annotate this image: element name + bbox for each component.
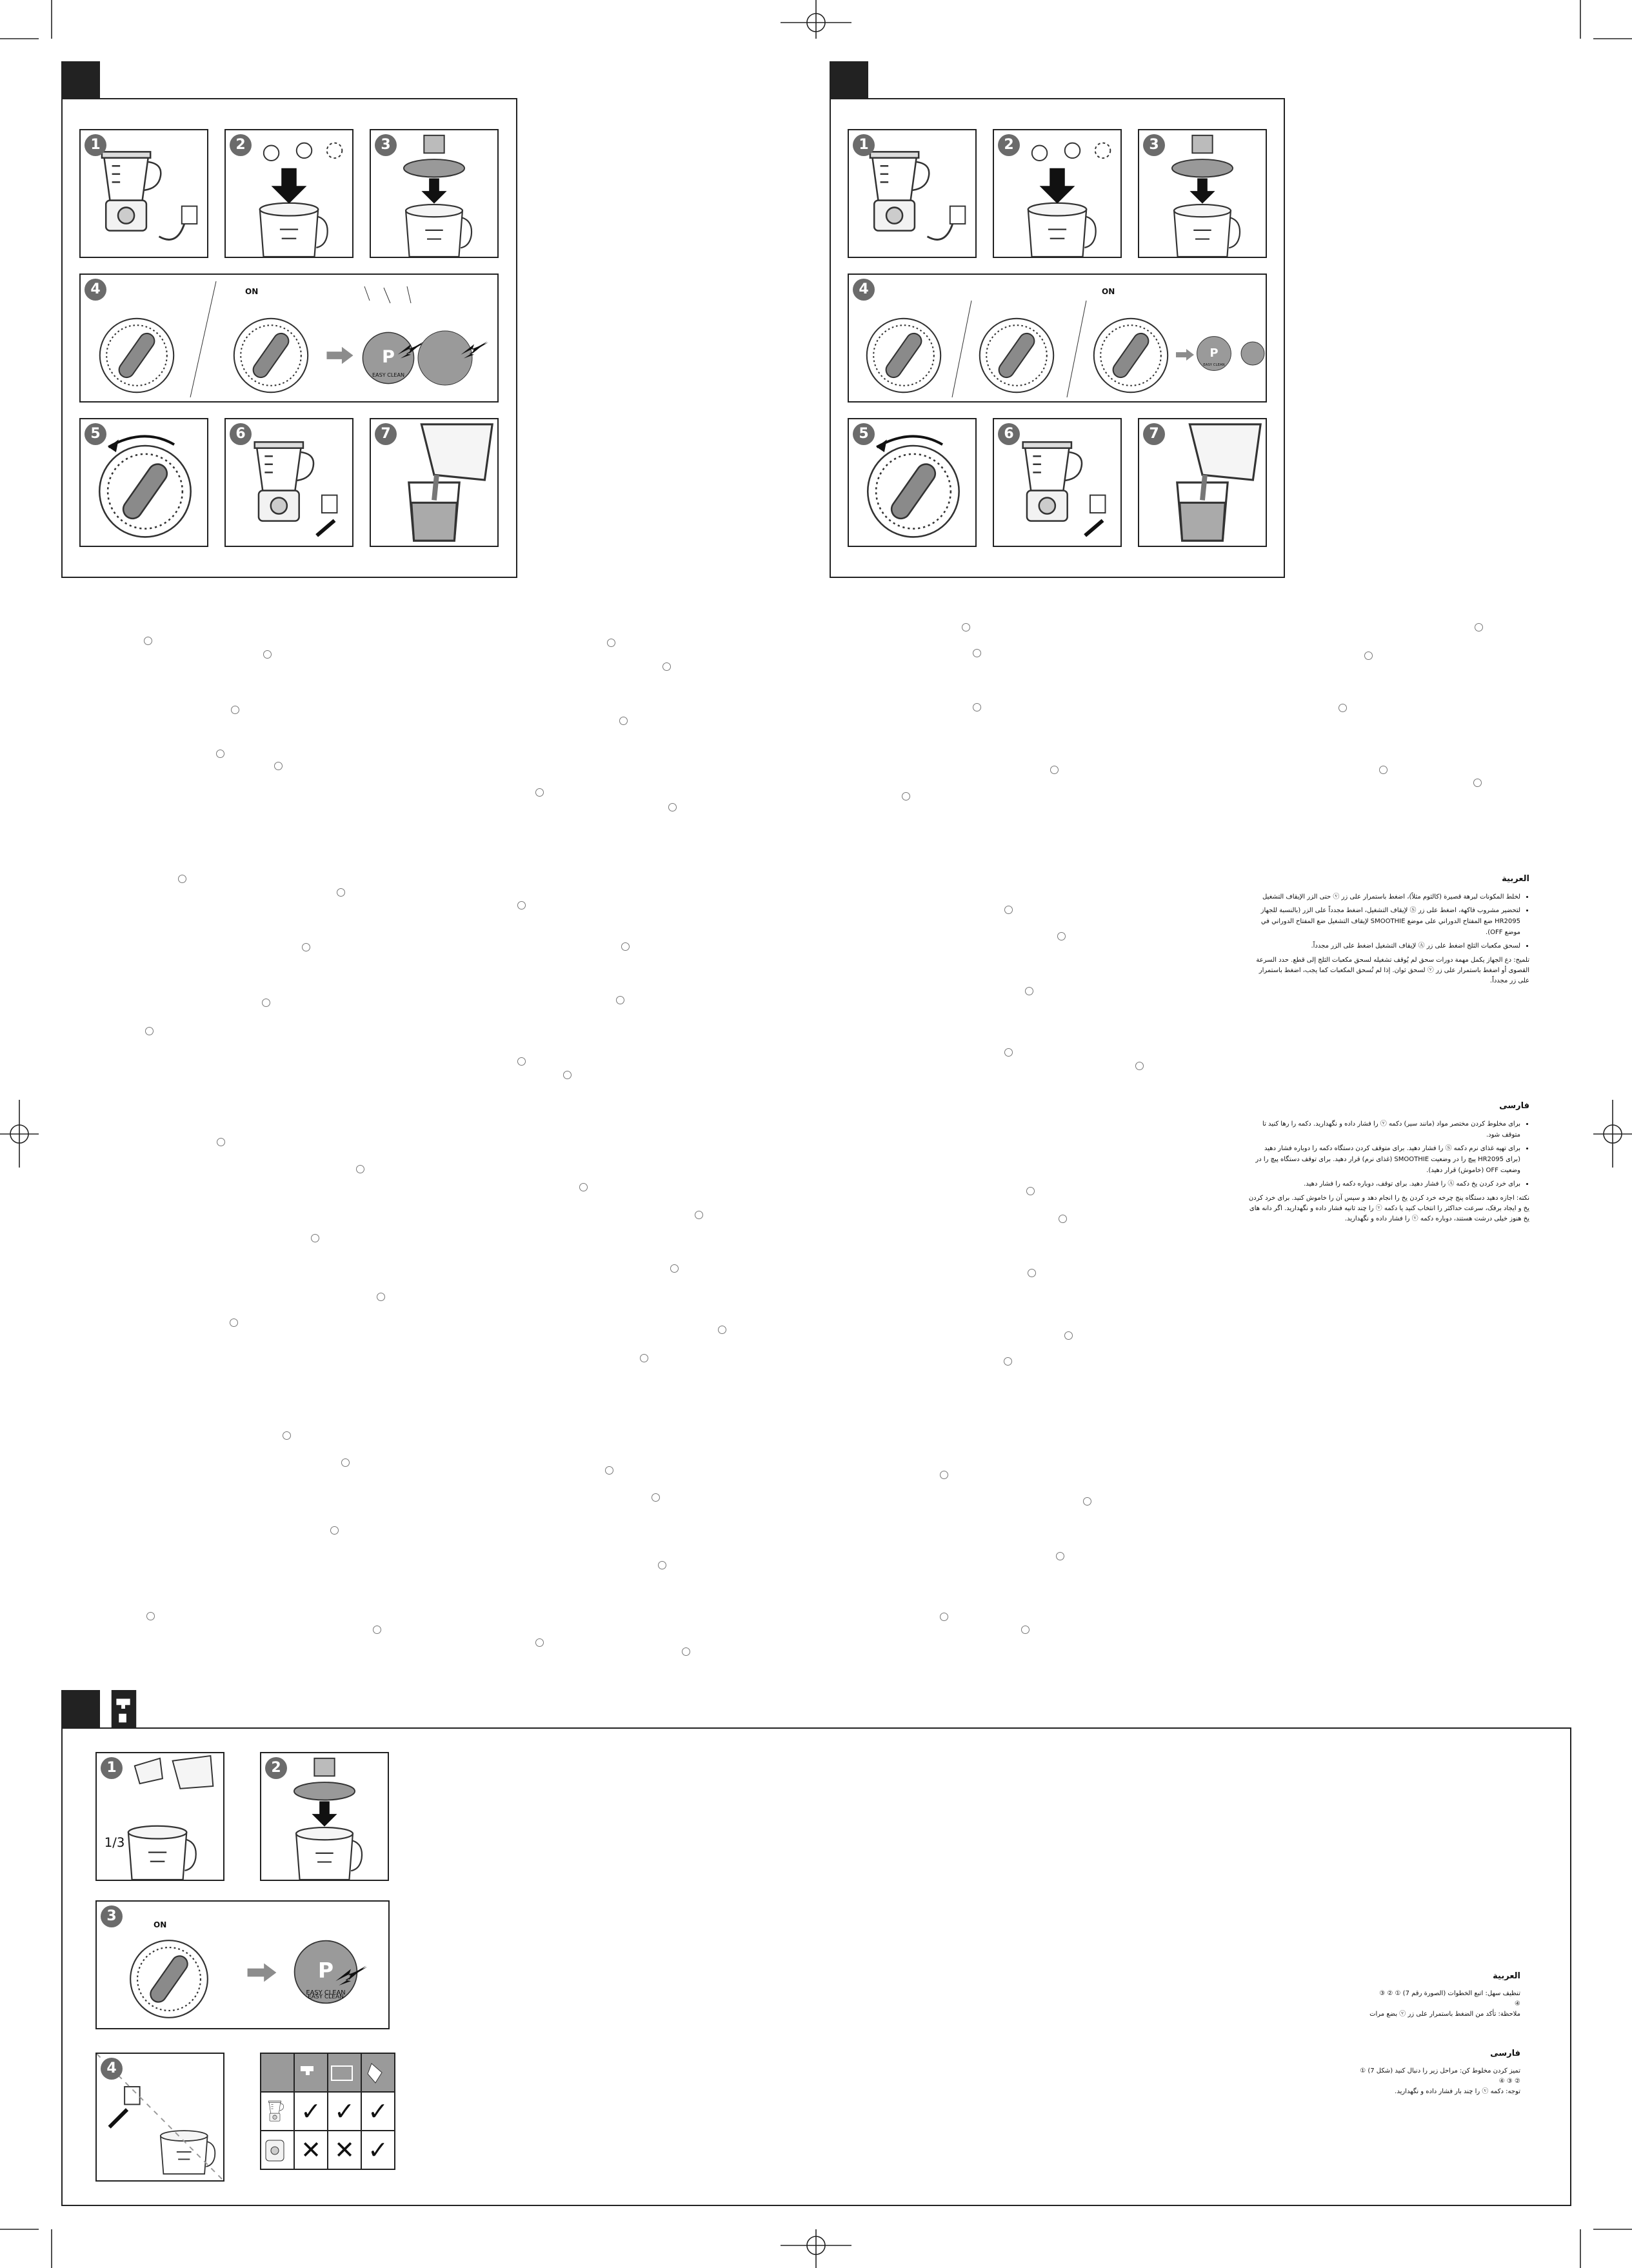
table-cell: ✓ xyxy=(328,2092,361,2131)
usage-tip: تلميح: دع الجهاز يكمل مهمة دورات سحق لم يُوقف تشغيله لسحق مكعبات الثلج إلى قطع. حدد السرعة القصوى أو اضغط باستمرار على زر ⓥ لسحق ثوان. إذا لم تُسحق المكعبات كما يجب، اضغط باستمرار على زر مجدداً. xyxy=(1256,957,1529,984)
button-symbol-icon xyxy=(973,703,981,711)
step-7-cell xyxy=(1138,418,1267,547)
cloth-column-icon xyxy=(361,2053,395,2092)
assembly-panel-left xyxy=(61,98,517,578)
button-symbol-icon xyxy=(616,996,624,1004)
tap-column-icon xyxy=(294,2053,328,2092)
button-symbol-icon xyxy=(1021,1626,1030,1634)
step-number: 2 xyxy=(998,134,1020,156)
button-symbol-icon xyxy=(231,706,239,714)
cleaning-step-2-cell xyxy=(260,1752,389,1881)
table-cell: ✓ xyxy=(361,2131,395,2169)
button-symbol-icon xyxy=(652,1493,660,1502)
button-symbol-icon xyxy=(1004,1048,1013,1057)
easy-clean-label: EASY CLEAN xyxy=(308,1994,344,2000)
button-symbol-icon xyxy=(1028,1269,1036,1277)
button-symbol-icon xyxy=(230,1318,238,1327)
button-symbol-icon xyxy=(535,1638,544,1647)
cleaning-step-1-cell xyxy=(95,1752,224,1881)
section-heading: فارسی xyxy=(1490,2049,1520,2058)
button-symbol-icon xyxy=(1475,623,1483,632)
button-symbol-icon xyxy=(940,1613,948,1621)
step-1-cell xyxy=(79,129,208,258)
button-symbol-icon xyxy=(146,1612,155,1620)
step-number: 5 xyxy=(85,423,106,445)
step-number: 3 xyxy=(1143,134,1165,156)
button-symbol-icon xyxy=(973,649,981,657)
cleaning-step-3-cell xyxy=(95,1900,390,2029)
step-6-cell xyxy=(224,418,353,547)
tap-icon xyxy=(104,1690,143,1727)
button-symbol-icon xyxy=(1050,766,1059,774)
button-symbol-icon xyxy=(1004,906,1013,914)
button-symbol-icon xyxy=(341,1458,350,1467)
button-symbol-icon xyxy=(302,943,310,951)
cleaning-compatibility-table xyxy=(260,2053,395,2170)
button-symbol-icon xyxy=(337,888,345,897)
persian-cleaning-section xyxy=(1249,2049,1520,2097)
step-number: 6 xyxy=(998,423,1020,445)
cleaning-line: ② ③ ④ xyxy=(1498,2078,1520,2085)
usage-bullet: • برای خرد کردن یخ دکمه Ⓐ را فشار دهید. برای توقف، دوباره دکمه را فشار دهید. xyxy=(1248,1179,1520,1189)
usage-bullet: • لسحق مكعبات الثلج اضغط على زر Ⓐ لإيقاف التشغيل اضغط على الزر مجدداً. xyxy=(1248,940,1520,951)
button-symbol-icon xyxy=(1473,779,1482,787)
button-symbol-icon xyxy=(356,1165,364,1173)
button-symbol-icon xyxy=(621,942,630,951)
cleaning-line: توجه: دکمه ⓥ را چند بار فشار داده و نگهدارید. xyxy=(1395,2088,1520,2095)
on-label: ON xyxy=(1102,287,1115,296)
step-number: 3 xyxy=(101,1905,123,1927)
step-6-cell xyxy=(993,418,1122,547)
button-symbol-icon xyxy=(263,650,272,659)
button-symbol-icon xyxy=(145,1027,154,1035)
button-symbol-icon xyxy=(535,788,544,797)
step-4-cell xyxy=(848,274,1267,403)
button-symbol-icon xyxy=(373,1626,381,1634)
table-cell: ✓ xyxy=(294,2092,328,2131)
button-symbol-icon xyxy=(962,623,970,632)
step-number: 7 xyxy=(1143,423,1165,445)
button-symbol-icon xyxy=(1083,1497,1091,1506)
button-symbol-icon xyxy=(262,999,270,1007)
step-3-cell xyxy=(370,129,499,258)
button-symbol-icon xyxy=(619,717,628,725)
step-number: 7 xyxy=(375,423,397,445)
button-symbol-icon xyxy=(1064,1331,1073,1340)
cleaning-line: تمیز کردن مخلوط کن: مراحل زیر را دنبال کنید (شکل 7) ① xyxy=(1360,2067,1520,2074)
button-symbol-icon xyxy=(1135,1062,1144,1070)
on-label: ON xyxy=(154,1920,167,1929)
button-symbol-icon xyxy=(579,1183,588,1191)
button-symbol-icon xyxy=(1025,987,1033,995)
cleaning-line: تنظيف سهل: اتبع الخطوات (الصورة رقم 7) ① ② ③ xyxy=(1379,1990,1520,1997)
button-symbol-icon xyxy=(607,639,615,647)
button-symbol-icon xyxy=(216,750,224,758)
section-tab-left xyxy=(61,61,100,99)
cleaning-line: ملاحظة: تأكد من الضغط باستمرار على زر ⓥ بضع مرات xyxy=(1369,2011,1520,2018)
button-symbol-icon xyxy=(563,1071,572,1079)
button-symbol-icon xyxy=(311,1234,319,1242)
usage-bullet: • برای مخلوط کردن مختصر مواد (مانند سیر) دکمه ⓥ را فشار داده و نگهدارید. دکمه را رها کنید تا متوقف شود. xyxy=(1248,1119,1520,1140)
button-symbol-icon xyxy=(1057,932,1066,940)
button-symbol-icon xyxy=(940,1471,948,1479)
assembly-panel-right xyxy=(830,98,1285,578)
usage-tip: نکته: اجازه دهید دستگاه پنج چرخه خرد کردن یخ را انجام دهد و سپس آن را خاموش کنید. برای خرد کردن یخ و ایجاد برفک، سرعت حداکثر را انتخاب کنید یا دکمه ⓥ را چند ثانیه فشار داده و نگهدارید. اگر دانه های یخ هنوز خیلی درشت هستند، دوباره دکمه ⓥ را فشار داده و نگهدارید. xyxy=(1248,1195,1529,1222)
button-symbol-icon xyxy=(1059,1215,1067,1223)
jug-row-icon xyxy=(261,2092,294,2131)
button-symbol-icon xyxy=(274,762,283,770)
section-heading: العربية xyxy=(1502,874,1529,884)
base-row-icon xyxy=(261,2131,294,2169)
button-symbol-icon xyxy=(1364,652,1373,660)
dishwasher-column-icon xyxy=(328,2053,361,2092)
step-number: 2 xyxy=(265,1757,287,1779)
step-4-cell xyxy=(79,274,499,403)
step-5-cell xyxy=(79,418,208,547)
cleaning-section-tab xyxy=(61,1690,100,1727)
button-symbol-icon xyxy=(662,662,671,671)
button-symbol-icon xyxy=(668,803,677,811)
cleaning-line: ④ xyxy=(1515,2000,1520,2007)
step-3-cell xyxy=(1138,129,1267,258)
button-symbol-icon xyxy=(1026,1187,1035,1195)
table-cell: ✕ xyxy=(294,2131,328,2169)
persian-usage-section xyxy=(1248,1101,1529,1224)
step-number: 4 xyxy=(853,279,875,301)
button-symbol-icon xyxy=(330,1526,339,1535)
step-7-cell xyxy=(370,418,499,547)
button-symbol-icon xyxy=(517,1057,526,1066)
button-symbol-icon xyxy=(217,1138,225,1146)
button-symbol-icon xyxy=(640,1354,648,1362)
button-symbol-icon xyxy=(1004,1357,1012,1366)
button-symbol-icon xyxy=(718,1326,726,1334)
button-symbol-icon xyxy=(1338,704,1347,712)
section-heading: العربية xyxy=(1493,1971,1520,1981)
step-2-cell xyxy=(993,129,1122,258)
button-symbol-icon xyxy=(670,1264,679,1273)
step-number: 5 xyxy=(853,423,875,445)
step-number: 6 xyxy=(230,423,252,445)
table-cell: ✓ xyxy=(361,2092,395,2131)
button-symbol-icon xyxy=(377,1293,385,1301)
button-symbol-icon xyxy=(1056,1552,1064,1560)
button-symbol-icon xyxy=(695,1211,703,1219)
step-2-cell xyxy=(224,129,353,258)
on-label: ON xyxy=(245,287,259,296)
step-number: 4 xyxy=(101,2058,123,2080)
step-number: 1 xyxy=(85,134,106,156)
easy-clean-illustration xyxy=(97,1902,388,2028)
step-number: 1 xyxy=(101,1757,123,1779)
button-symbol-icon xyxy=(178,875,186,883)
table-cell: ✕ xyxy=(328,2131,361,2169)
step-number: 1 xyxy=(853,134,875,156)
arabic-cleaning-section xyxy=(1249,1971,1520,2020)
button-symbol-icon xyxy=(605,1466,613,1475)
speed-dial-illustration xyxy=(81,275,497,401)
button-symbol-icon xyxy=(1379,766,1388,774)
section-heading: فارسی xyxy=(1499,1101,1529,1111)
step-number: 4 xyxy=(85,279,106,301)
speed-dial-illustration xyxy=(849,275,1266,401)
button-symbol-icon xyxy=(658,1561,666,1569)
button-symbol-icon xyxy=(682,1647,690,1656)
cleaning-panel xyxy=(61,1727,1571,2206)
step-5-cell xyxy=(848,418,977,547)
step-1-cell xyxy=(848,129,977,258)
table-corner xyxy=(261,2053,294,2092)
usage-bullet: • لتحضير مشروب فاكهة، اضغط على زر Ⓢ لإيقاف التشغيل، اضغط مجدداً على الزر (بالنسبة للجهاز HR2095 ضع المفتاح الدوراني على موضع SMOOTHIE لإيقاف التشغيل ضع المفتاح الدوراني في موضع OFF). xyxy=(1248,905,1520,938)
usage-bullet: • لخلط المكونات لبرهة قصيرة (كالثوم مثلاً)، اضغط باستمرار على زر ⓥ حتى الزر الإيقاف التشغيل xyxy=(1248,891,1520,902)
button-symbol-icon xyxy=(144,637,152,645)
cleaning-step-4-cell xyxy=(95,2053,224,2182)
usage-bullet: • برای تهیه غذای نرم دکمه Ⓢ را فشار دهید. برای متوقف کردن دستگاه دکمه را دوباره فشار دهید (برای HR2095 پیچ را در وضعیت SMOOTHIE (غذای نرم) قرار دهید. برای توقف دستگاه پیچ را در وضعیت OFF (خاموش) قرار دهید). xyxy=(1248,1143,1520,1176)
button-symbol-icon xyxy=(517,901,526,910)
step-number: 2 xyxy=(230,134,252,156)
step-number: 3 xyxy=(375,134,397,156)
button-symbol-icon xyxy=(902,792,910,801)
button-symbol-icon xyxy=(283,1431,291,1440)
one-third-label: 1/3 xyxy=(104,1835,125,1851)
arabic-usage-section xyxy=(1248,874,1529,986)
section-tab-right xyxy=(830,61,868,99)
